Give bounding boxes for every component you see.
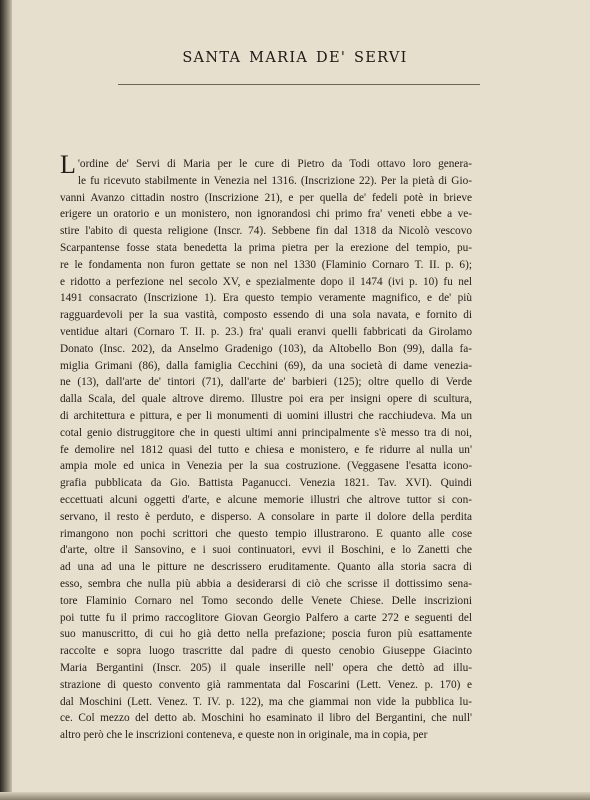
text-line: ce. Col mezzo del detto ab. Moschini ho esaminato il libro del Bergantini, che null': [60, 712, 472, 725]
text-line: eccettuati alcuni oggetti d'arte, e alcune memorie illustri che altrove tuttor si con-: [60, 493, 472, 506]
drop-cap: L: [60, 150, 76, 179]
text-line: le fu ricevuto stabilmente in Venezia nel 1316. (Inscrizione 22). Per la pietà di Gio-: [77, 174, 472, 187]
text-line: re le fondamenta non furon gettate se non nel 1330 (Flaminio Cornaro T. II. p. 6);: [60, 258, 472, 271]
text-line: Donato (Insc. 202), da Anselmo Gradenigo (103), da Altobello Bon (99), dalla fa-: [60, 342, 472, 355]
text-line: ad una ad una le pitture ne descrissero eruditamente. Quanto alla storia sacra di: [60, 561, 472, 574]
text-line: stire l'abito di questa religione (Inscr. 74). Sebbene fin dal 1318 da Nicolò vescovo: [60, 225, 472, 238]
text-line: poi tutte fu il primo raccoglitore Giovan Georgio Palfero a carte 272 e seguenti del: [60, 611, 472, 624]
text-line: ragguardevoli per la sua vastità, composto essendo di una sola navata, e fornito di: [60, 309, 472, 322]
text-line: ne (13), dall'arte de' tintori (71), dall'arte de' barbieri (125); oltre quello di Verde: [60, 376, 472, 389]
text-line: d'arte, oltre il Sansovino, e i suoi continuatori, evvi il Boschini, e lo Zanetti che: [60, 544, 472, 557]
text-line: tore Flaminio Cornaro nel Tomo secondo delle Venete Chiese. Delle inscrizioni: [60, 594, 472, 607]
text-line: 'ordine de' Servi di Maria per le cure di Pietro da Todi ottavo loro genera-: [77, 158, 472, 170]
text-line: ventidue altari (Cornaro T. II. p. 23.) fra' quali eranvi quelli fabbricati da Girolamo: [60, 325, 472, 338]
text-line: strazione di questo convento già rammentata dal Foscarini (Lett. Venez. p. 170) e: [60, 678, 472, 691]
text-line: servano, il resto è perduto, e disperso. A consolare in parte il dolore della perdita: [60, 510, 472, 523]
text-line: erigere un oratorio e un monistero, non ignorandosi chi primo fra' veneti ebbe a ve-: [60, 208, 472, 221]
text-line: suo manuscritto, di cui ho già detto nella prefazione; poscia furon più esattamente: [60, 628, 472, 641]
text-line: vanni Avanzo cittadin nostro (Inscrizione 21), e per quella de' fedeli potè in brieve: [60, 191, 472, 204]
text-line: 1491 consacrato (Inscrizione 1). Era questo tempio veramente magnifico, e de' più: [60, 292, 472, 305]
page-gutter-shadow: [0, 0, 12, 800]
text-line: miglia Grimani (86), dalla famiglia Cecchini (69), da una società di dame venezia-: [60, 359, 472, 372]
page-title: SANTA MARIA DE' SERVI: [182, 50, 408, 66]
text-line: rimangono non pochi scrittori che questo tempio illustrarono. E quanto alle cose: [60, 527, 472, 540]
text-line: grafia pubblicata da Gio. Battista Paganucci. Venezia 1821. Tav. XVI). Quindi: [60, 477, 472, 490]
page-bottom-edge: [0, 792, 590, 800]
text-line: raccolte e sopra luogo trascritte dal padre di questo cenobio Giuseppe Giacinto: [60, 645, 472, 658]
text-line: e ridotto a perfezione nel secolo XV, e spezialmente dopo il 1474 (ivi p. 10) fu nel: [60, 275, 472, 288]
text-line: cotal genio distruggitore che in questi ultimi anni principalmente s'è messo tra di noi,: [60, 426, 472, 439]
text-line: ampia mole ed unica in Venezia per la sua costruzione. (Veggasene l'esatta icono-: [60, 460, 472, 473]
text-line: esso, sembra che nulla più abbia a desiderarsi di ciò che scrisse il dottissimo sena-: [60, 577, 472, 590]
text-line: altro però che le inscrizioni conteneva, e queste non in originale, ma in copia, per: [60, 729, 428, 742]
text-line: fe demolire nel 1812 quasi del tutto e chiesa e monistero, e fe ridurre al nulla un': [60, 443, 472, 456]
text-line: di architettura e pittura, e per li monumenti di uomini illustri che racchiudeva. Ma un: [60, 409, 472, 422]
text-line: dalla Scala, del quale altrove diremo. Illustre poi era per insigni opere di scultura,: [60, 393, 472, 406]
text-line: Scarpantense fosse stata benedetta la prima pietra per la erezione del tempio, pu-: [60, 241, 472, 254]
text-line: dal Moschini (Lett. Venez. T. IV. p. 122), ma che giammai non vide la pubblica lu-: [60, 695, 472, 708]
title-rule: [118, 84, 480, 85]
text-line: Maria Bergantini (Inscr. 205) il quale inserille nell' opera che dettò ad illu-: [60, 661, 472, 674]
body-text: [60, 150, 472, 744]
